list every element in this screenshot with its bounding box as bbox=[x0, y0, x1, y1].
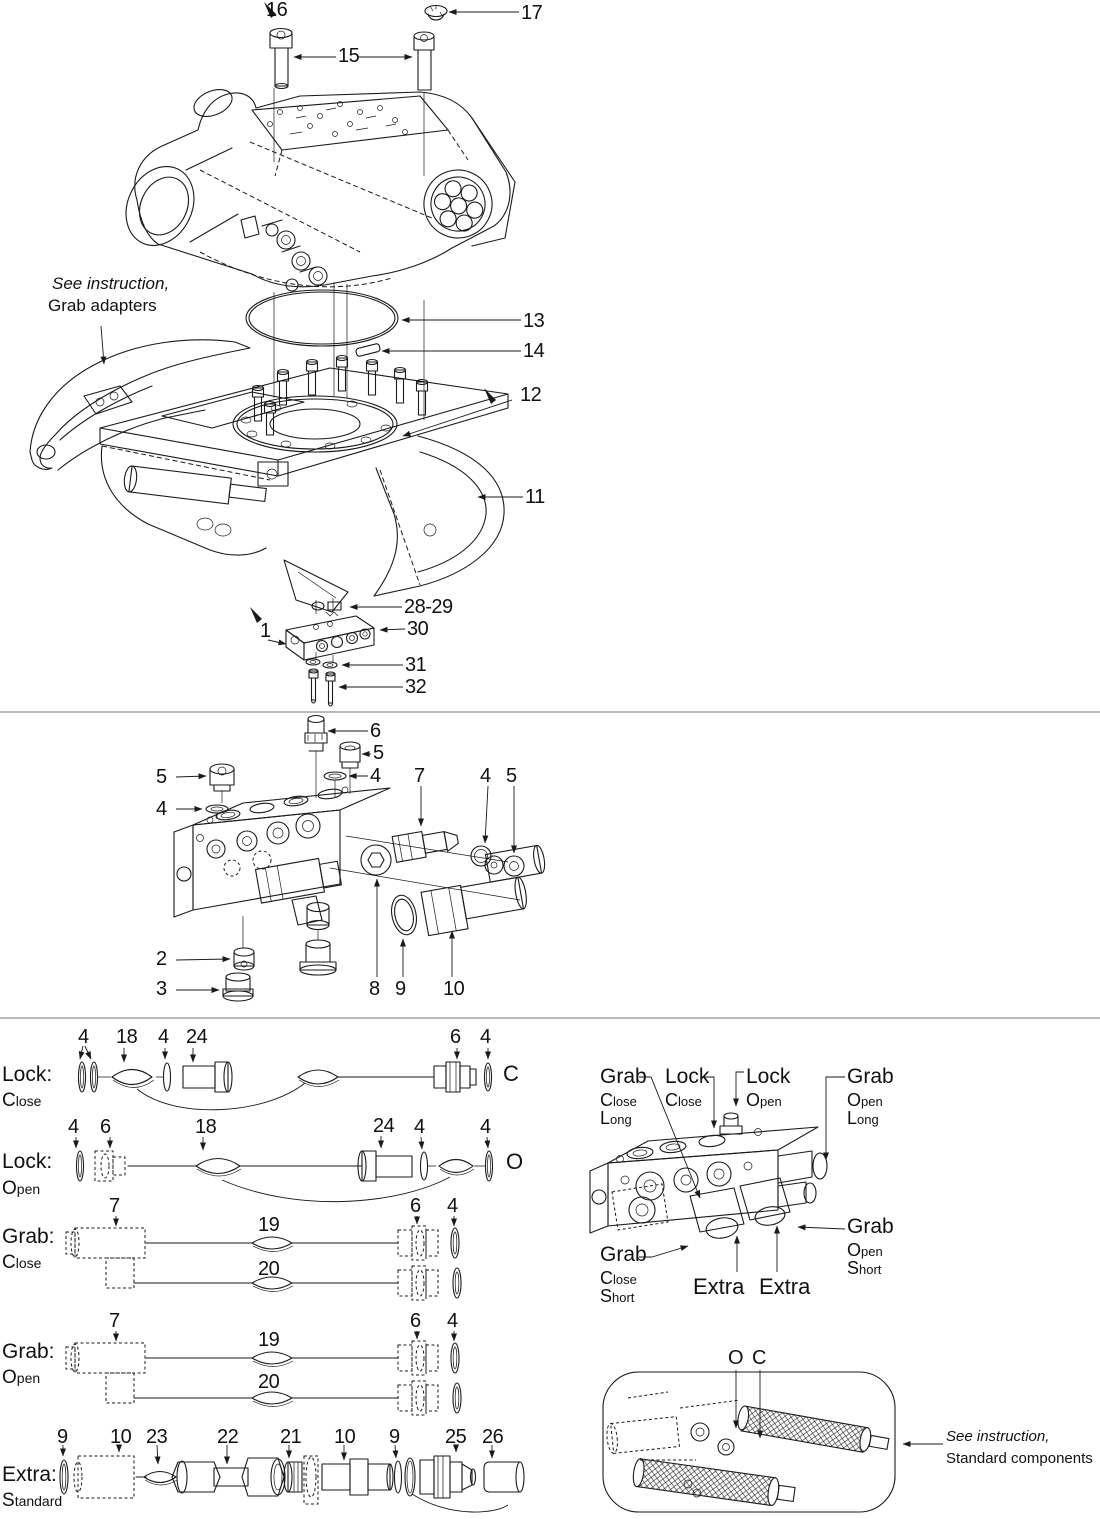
row1-callout-24: 24 bbox=[186, 1026, 208, 1048]
callout-15: 15 bbox=[338, 45, 360, 67]
pin-14 bbox=[355, 343, 380, 357]
callout-mid-4-mid: 4 bbox=[370, 765, 381, 787]
row3-callout-19: 19 bbox=[258, 1214, 280, 1236]
callout-mid-8: 8 bbox=[369, 978, 380, 1000]
row3-callout-20: 20 bbox=[258, 1258, 280, 1280]
label-lock-close-line2: Close bbox=[665, 1090, 702, 1110]
callout-11: 11 bbox=[525, 486, 545, 508]
label-grab-open-long-line2: Open bbox=[847, 1090, 883, 1110]
callout-16: 16 bbox=[266, 0, 288, 21]
row3-callout-7: 7 bbox=[109, 1195, 120, 1217]
row4-callout-19: 19 bbox=[258, 1329, 280, 1351]
label-grab-open-short-line3: Short bbox=[847, 1258, 882, 1278]
row5-callout-21: 21 bbox=[280, 1426, 302, 1448]
callout-mid-4-left: 4 bbox=[156, 798, 167, 820]
callout-12: 12 bbox=[520, 384, 542, 406]
row5-callout-25: 25 bbox=[445, 1426, 467, 1448]
row1-callout-6: 6 bbox=[450, 1026, 461, 1048]
callout-mid-2: 2 bbox=[156, 948, 167, 970]
axis-parts-right bbox=[346, 826, 524, 876]
grab-adapters-note-line2: Grab adapters bbox=[48, 296, 157, 315]
row2-end-letter: O bbox=[506, 1149, 524, 1174]
row2-label: Lock: bbox=[2, 1150, 53, 1173]
label-extra-left: Extra bbox=[693, 1274, 745, 1299]
row5-sublabel: Standard bbox=[2, 1490, 63, 1511]
hose-figure-o-label: O bbox=[728, 1347, 744, 1369]
row5-callout-10a: 10 bbox=[110, 1426, 132, 1448]
hose-nipples bbox=[241, 216, 327, 291]
row4-callout-4: 4 bbox=[447, 1310, 458, 1332]
hose-figure-c-label: C bbox=[752, 1347, 766, 1369]
section-divider-2 bbox=[0, 1017, 1100, 1019]
row1-callout-18: 18 bbox=[116, 1026, 138, 1048]
standard-components-figure bbox=[603, 1370, 943, 1512]
label-grab-close-short-line2: Close bbox=[600, 1268, 637, 1288]
callout-30: 30 bbox=[407, 618, 429, 640]
callout-mid-9: 9 bbox=[395, 978, 406, 1000]
row1-callout-4a: 4 bbox=[78, 1026, 89, 1048]
row5-callout-22: 22 bbox=[217, 1426, 239, 1448]
row2-callout-4a: 4 bbox=[68, 1116, 79, 1138]
label-grab-close-long-line2: Close bbox=[600, 1090, 637, 1110]
row5-callout-26: 26 bbox=[482, 1426, 504, 1448]
callout-mid-5-top: 5 bbox=[373, 742, 384, 764]
callout-mid-10: 10 bbox=[443, 978, 465, 1000]
label-grab-open-long-title: Grab bbox=[847, 1065, 894, 1088]
row5-callout-23: 23 bbox=[146, 1426, 168, 1448]
label-grab-close-long-title: Grab bbox=[600, 1065, 647, 1088]
label-lock-open-title: Lock bbox=[746, 1065, 791, 1088]
row-extra-standard bbox=[60, 1445, 524, 1512]
callout-mid-7: 7 bbox=[414, 765, 425, 787]
callout-28-29: 28-29 bbox=[404, 596, 453, 618]
row2-callout-6: 6 bbox=[100, 1116, 111, 1138]
row-lock-close bbox=[79, 1046, 492, 1110]
label-grab-open-short-line2: Open bbox=[847, 1240, 883, 1260]
callout-mid-6: 6 bbox=[370, 720, 381, 742]
row4-callout-7: 7 bbox=[109, 1310, 120, 1332]
row2-callout-4c: 4 bbox=[480, 1116, 491, 1138]
row3-label: Grab: bbox=[2, 1225, 55, 1248]
row4-callout-20: 20 bbox=[258, 1371, 280, 1393]
mounting-bolts bbox=[270, 29, 434, 421]
callout-mid-4-right: 4 bbox=[480, 765, 491, 787]
o-ring-13 bbox=[246, 290, 398, 346]
callout-13: 13 bbox=[523, 310, 545, 332]
callout-mid-3: 3 bbox=[156, 978, 167, 1000]
row4-sublabel: Open bbox=[2, 1367, 41, 1388]
small-manifold bbox=[286, 616, 374, 706]
label-lock-open-line2: Open bbox=[746, 1090, 782, 1110]
label-grab-open-long-line3: Long bbox=[847, 1108, 879, 1128]
label-lock-close-title: Lock bbox=[665, 1065, 710, 1088]
row3-sublabel: Close bbox=[2, 1252, 42, 1273]
label-extra-right: Extra bbox=[759, 1274, 811, 1299]
middle-leaders bbox=[176, 731, 514, 990]
callout-1: 1 bbox=[260, 620, 271, 642]
row4-label: Grab: bbox=[2, 1340, 55, 1363]
bottom-parts bbox=[223, 855, 342, 1001]
callout-32: 32 bbox=[405, 676, 427, 698]
callout-mid-5-left: 5 bbox=[156, 766, 167, 788]
row1-label: Lock: bbox=[2, 1063, 53, 1086]
coupler-frame bbox=[100, 356, 508, 613]
section-divider-1 bbox=[0, 711, 1100, 713]
row3-callout-4: 4 bbox=[447, 1195, 458, 1217]
row1-sublabel: Close bbox=[2, 1090, 42, 1111]
callout-17: 17 bbox=[521, 2, 543, 24]
row5-callout-9a: 9 bbox=[57, 1426, 68, 1448]
lock-washer-part bbox=[425, 6, 447, 21]
standard-components-note-line2: Standard components bbox=[946, 1450, 1093, 1467]
row-lock-open bbox=[76, 1136, 493, 1202]
row5-callout-10b: 10 bbox=[334, 1426, 356, 1448]
row1-callout-4b: 4 bbox=[158, 1026, 169, 1048]
valve-block-exploded-drawing bbox=[0, 712, 1100, 1018]
row2-callout-24: 24 bbox=[373, 1115, 395, 1137]
label-grab-open-short-title: Grab bbox=[847, 1215, 894, 1238]
row2-callout-4b: 4 bbox=[414, 1116, 425, 1138]
row5-callout-9b: 9 bbox=[389, 1426, 400, 1448]
label-grab-close-long-line3: Long bbox=[600, 1108, 632, 1128]
callout-14: 14 bbox=[523, 340, 545, 362]
row1-callout-4c: 4 bbox=[480, 1026, 491, 1048]
label-grab-close-short-line3: Short bbox=[600, 1286, 635, 1306]
row1-end-letter: C bbox=[503, 1061, 519, 1086]
valve-block bbox=[174, 787, 390, 917]
grab-arm bbox=[30, 340, 250, 470]
row5-label: Extra: bbox=[2, 1463, 57, 1486]
standard-components-note-line1: See instruction, bbox=[946, 1428, 1050, 1445]
callout-31: 31 bbox=[405, 654, 427, 676]
row4-callout-6: 6 bbox=[410, 1310, 421, 1332]
row2-sublabel: Open bbox=[2, 1178, 41, 1199]
coupler-exploded-drawing bbox=[0, 0, 1100, 712]
label-grab-close-short-title: Grab bbox=[600, 1243, 647, 1266]
row2-callout-18: 18 bbox=[195, 1116, 217, 1138]
callout-mid-5-right: 5 bbox=[506, 765, 517, 787]
row3-callout-6: 6 bbox=[410, 1195, 421, 1217]
rotator-body bbox=[113, 84, 515, 291]
grab-adapters-note-line1: See instruction, bbox=[52, 274, 170, 293]
flange-bolts bbox=[253, 356, 428, 436]
